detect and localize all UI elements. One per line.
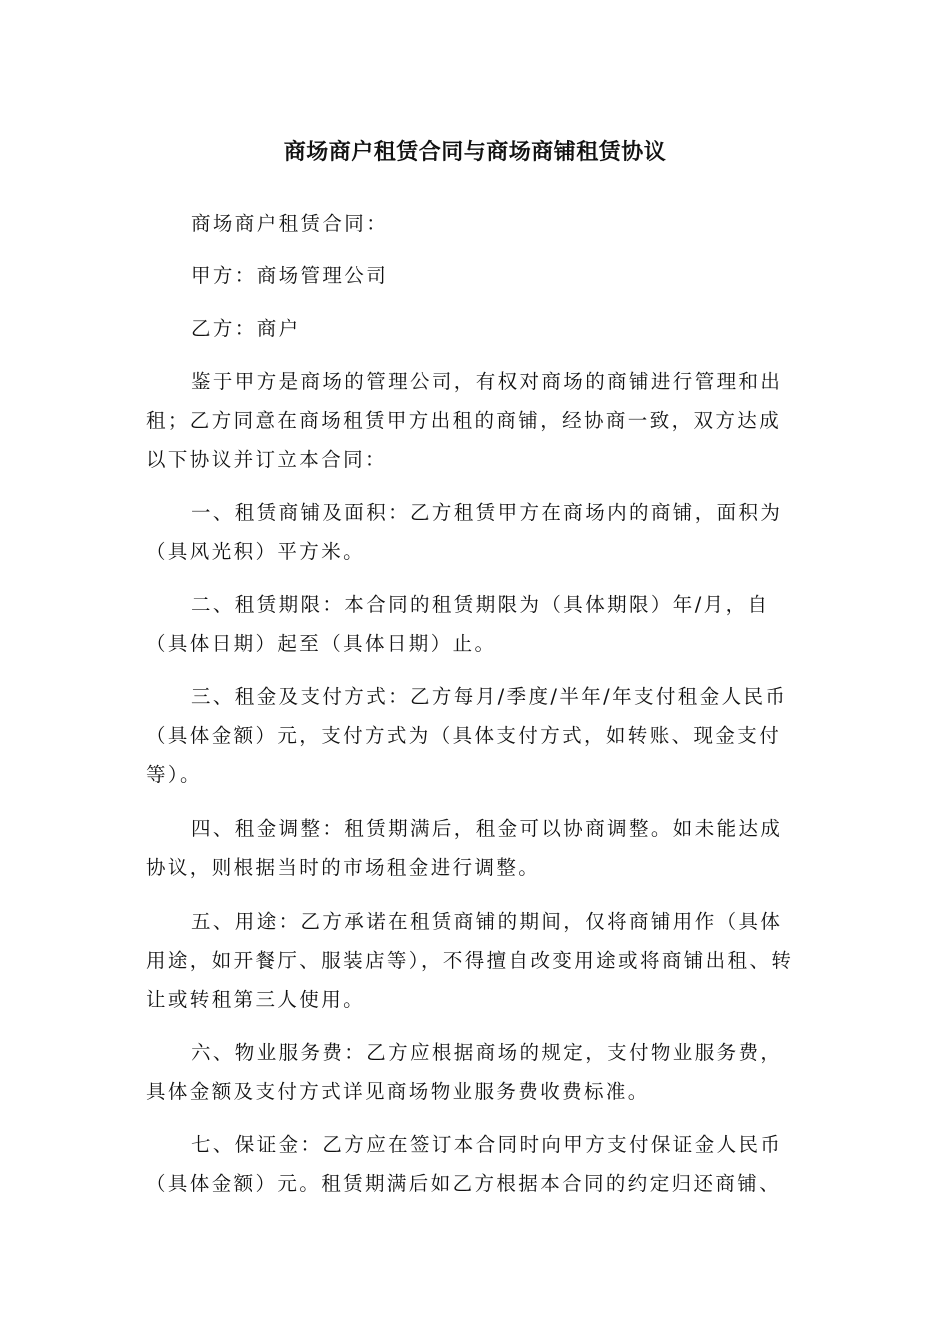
- paragraph-preamble: 鉴于甲方是商场的管理公司，有权对商场的商铺进行管理和出租；乙方同意在商场租赁甲方出租的商铺，经协商一致，双方达成以下协议并订立本合同：: [146, 370, 783, 471]
- paragraph-clause-2: 二、租赁期限：本合同的租赁期限为（具体期限）年/月，自（具体日期）起至（具体日期）止。: [146, 593, 770, 655]
- paragraph-party-b: 乙方：商户: [191, 317, 301, 340]
- document-title: 商场商户租赁合同与商场商铺租赁协议: [283, 140, 667, 165]
- paragraph-clause-7: 七、保证金：乙方应在签订本合同时向甲方支付保证金人民币（具体金额）元。租赁期满后如乙方根据本合同的约定归还商铺、: [146, 1133, 783, 1195]
- paragraph-clause-5: 五、用途：乙方承诺在租赁商铺的期间，仅将商铺用作（具体用途，如开餐厅、服装店等），不得擅自改变用途或将商铺出租、转让或转租第三人使用。: [146, 910, 794, 1011]
- paragraph-clause-1: 一、租赁商铺及面积：乙方租赁甲方在商场内的商铺，面积为（具风光积）平方米。: [146, 501, 783, 563]
- paragraph-contract-heading: 商场商户租赁合同：: [191, 212, 389, 235]
- paragraph-clause-6: 六、物业服务费：乙方应根据商场的规定，支付物业服务费，具体金额及支付方式详见商场物业服务费收费标准。: [146, 1041, 783, 1103]
- paragraph-clause-4: 四、租金调整：租赁期满后，租金可以协商调整。如未能达成协议，则根据当时的市场租金进行调整。: [146, 817, 783, 879]
- paragraph-party-a: 甲方：商场管理公司: [191, 264, 389, 287]
- paragraph-clause-3: 三、租金及支付方式：乙方每月/季度/半年/年支付租金人民币（具体金额）元，支付方式为（具体支付方式，如转账、现金支付等）。: [146, 685, 788, 786]
